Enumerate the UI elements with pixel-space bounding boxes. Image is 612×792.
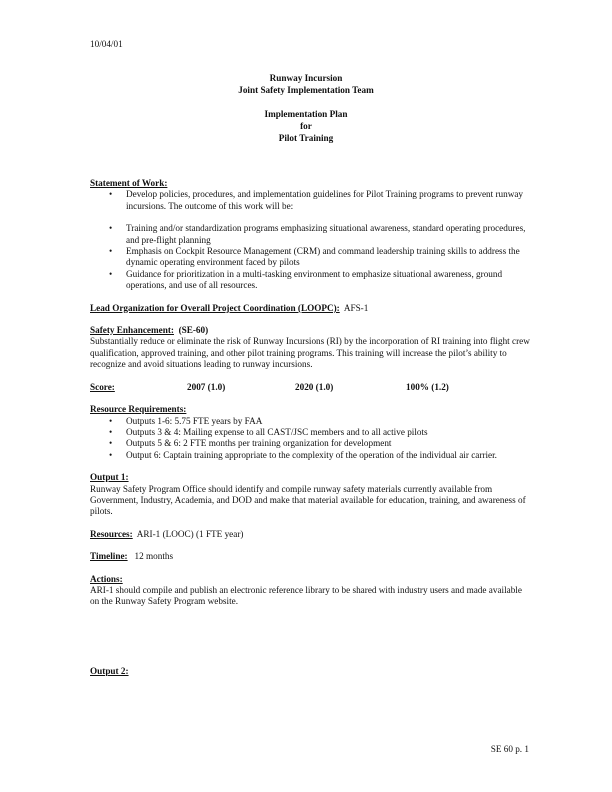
statement-of-work-heading: Statement of Work:	[90, 178, 168, 188]
outcome-item: • Guidance for prioritization in a multi-tasking environment to emphasize situational awareness, ground operations, and use of all resources.	[90, 269, 530, 292]
outcome-item: • Training and/or standardization programs emphasizing situational awareness, standard operating procedures, and pre-flight planning	[90, 223, 530, 246]
statement-of-work-intro-list	[90, 189, 530, 212]
score-value-1: 2007 (1.0)	[187, 381, 226, 392]
page-footer: SE 60 p. 1	[490, 744, 529, 754]
output-1-resources-value: ARI-1 (LOOC) (1 FTE year)	[136, 528, 244, 539]
resource-requirements-list	[90, 416, 530, 462]
output-1-timeline-value: 12 months	[134, 551, 174, 562]
resource-item: • Outputs 5 & 6: 2 FTE months per training organization for development	[90, 438, 530, 449]
score-value-2: 2020 (1.0)	[295, 381, 334, 392]
score-heading: Score:	[90, 381, 115, 392]
score-row	[90, 382, 530, 393]
resource-item: • Outputs 3 & 4: Mailing expense to all CAST/JSC members and to all active pilots	[90, 427, 530, 438]
title-line-3: Implementation Plan	[264, 109, 348, 119]
output-1-actions-text: ARI-1 should compile and publish an electronic reference library to be shared with industry users and made available on the Runway Safety Program website.	[90, 584, 522, 607]
title-line-2: Joint Safety Implementation Team	[238, 85, 374, 95]
output-1-resources	[90, 529, 530, 540]
output-1-resources-label: Resources:	[90, 528, 133, 539]
document-body	[90, 178, 530, 677]
resource-item: • Output 6: Captain training appropriate to the complexity of the operation of the individual air carrier.	[90, 450, 530, 461]
output-1-actions-heading: Actions:	[90, 573, 123, 584]
title-line-1: Runway Incursion	[269, 73, 343, 83]
lead-organization-heading: Lead Organization for Overall Project Coordination (LOOPC):	[90, 302, 340, 313]
title-block	[0, 72, 612, 144]
statement-of-work-intro: • Develop policies, procedures, and implementation guidelines for Pilot Training programs to prevent runway incursions. The outcome of this work will be:	[90, 189, 530, 212]
lead-organization-value: AFS-1	[343, 302, 369, 313]
output-1-timeline-label: Timeline:	[90, 551, 128, 562]
output-2-heading: Output 2:	[90, 665, 129, 676]
score-value-3: 100% (1.2)	[406, 381, 449, 392]
resource-requirements-heading: Resource Requirements:	[90, 404, 187, 415]
output-1-timeline	[90, 551, 530, 562]
document-date: 10/04/01	[90, 39, 123, 49]
safety-enhancement-code: (SE-60)	[178, 325, 209, 336]
lead-organization	[90, 303, 530, 314]
outcome-item: • Emphasis on Cockpit Resource Management (CRM) and command leadership training skills to address the dynamic operating environment faced by pilots	[90, 246, 530, 269]
output-1-heading: Output 1:	[90, 472, 129, 483]
output-1-text: Runway Safety Program Office should identify and compile runway safety materials currently available from Government, Industry, Academia, and DOD and make that material available for education, training, and awareness of pilots.	[90, 483, 526, 517]
title-line-4: for	[300, 121, 312, 131]
safety-enhancement-heading-row	[90, 325, 530, 336]
resource-item: • Outputs 1-6: 5.75 FTE years by FAA	[90, 416, 530, 427]
safety-enhancement-heading: Safety Enhancement:	[90, 325, 174, 336]
title-line-5: Pilot Training	[278, 133, 334, 143]
safety-enhancement-text: Substantially reduce or eliminate the risk of Runway Incursions (RI) by the incorporation of RI training into flight crew qualification, approved training, and other pilot training programs. This training will increase the pilot’s ability to recognize and avoid situations leading to runway incursions.	[90, 336, 530, 370]
statement-of-work-outcomes	[90, 223, 530, 291]
